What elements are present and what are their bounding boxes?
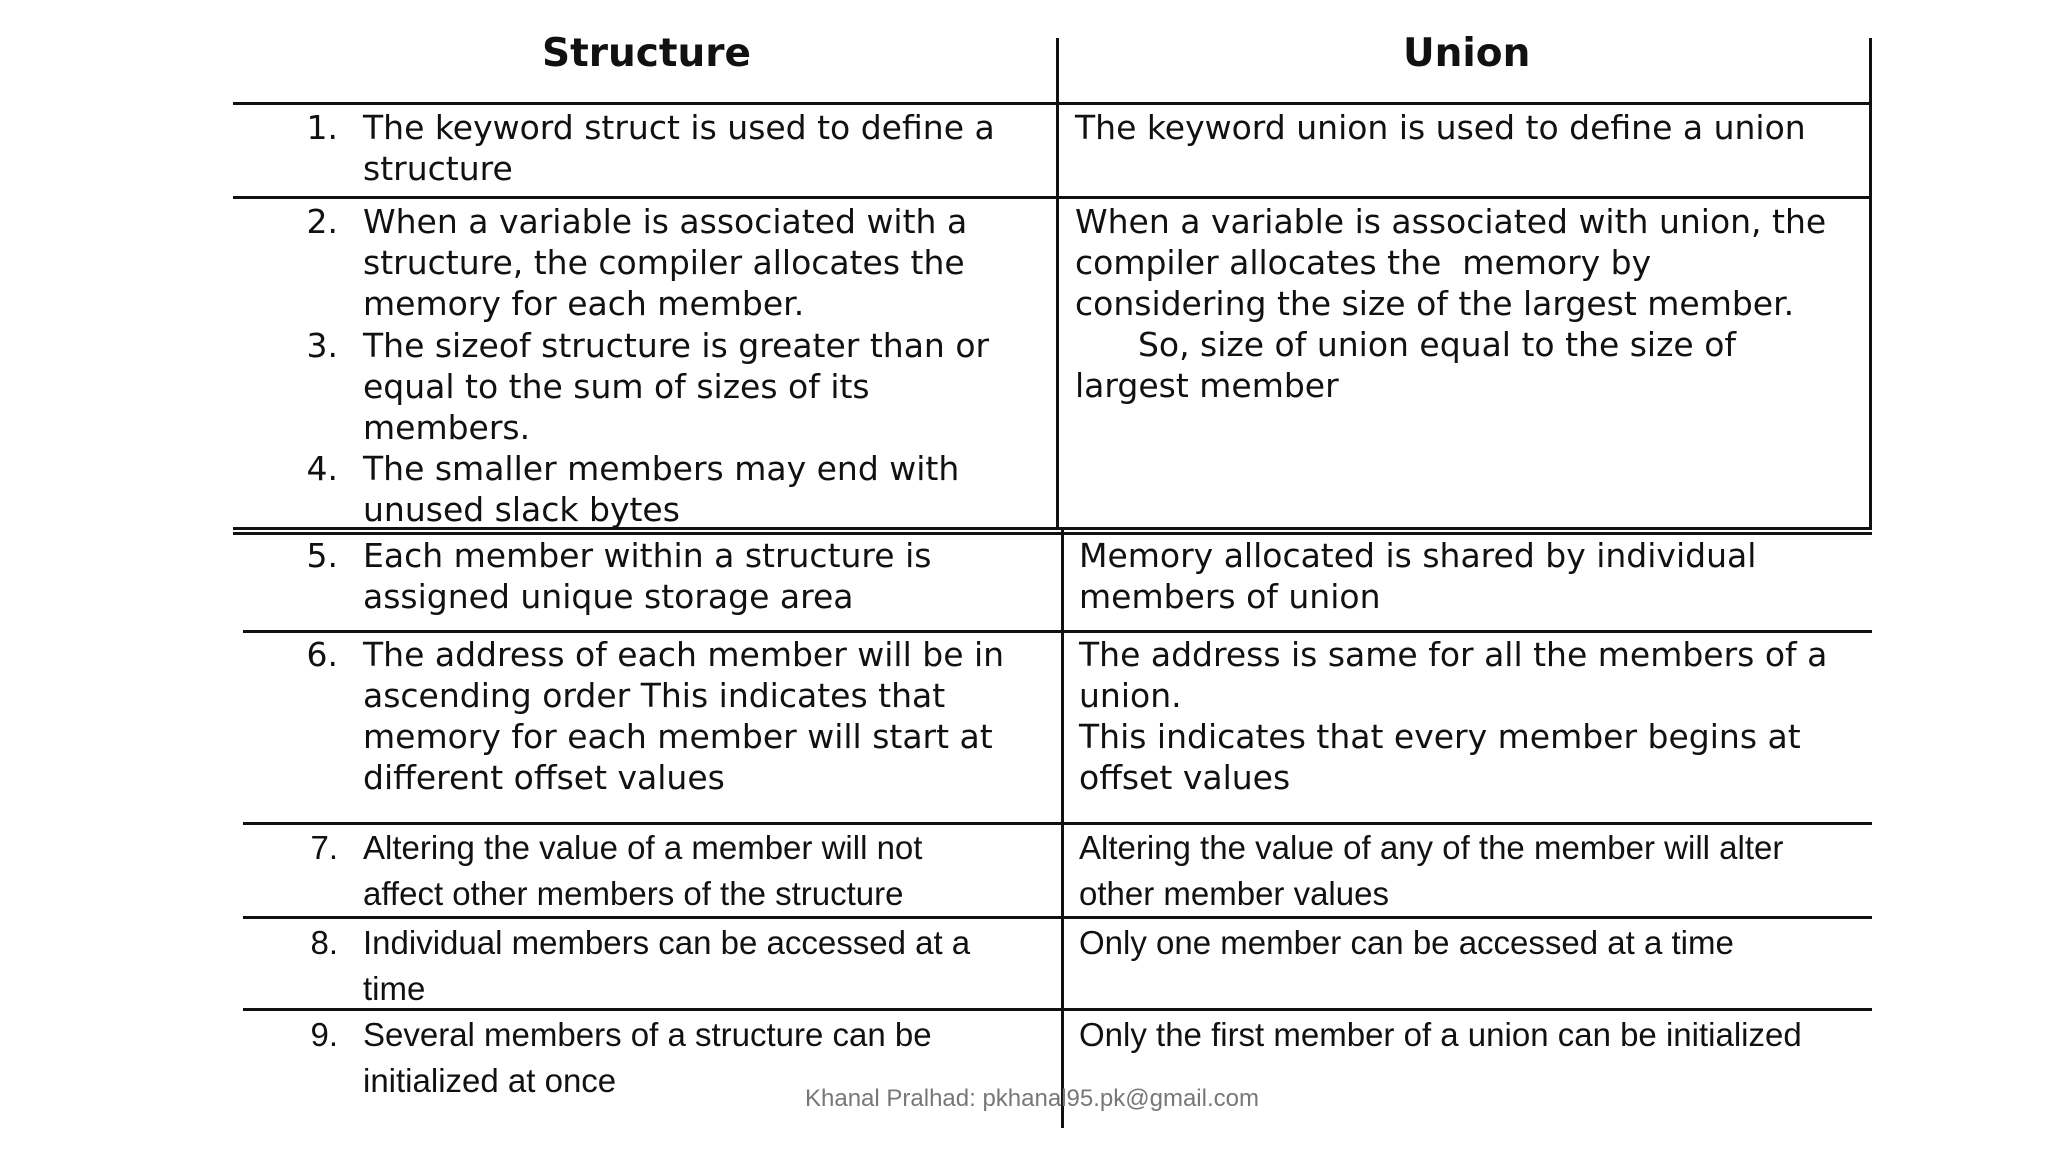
row-number: 5. — [306, 536, 338, 575]
row-number: 7. — [310, 829, 338, 866]
row-number: 3. — [306, 326, 338, 365]
union-cell: Only the first member of a union can be initialized — [1079, 1016, 1802, 1053]
row-number: 4. — [306, 449, 338, 488]
column-divider-bottom — [1061, 530, 1064, 1128]
union-cell: When a variable is associated with union, the compiler allocates the memory by considering the size of the largest member. So, size of union equal to the size of largest member — [1075, 202, 1827, 405]
row-number: 1. — [306, 108, 338, 147]
row-number: 8. — [310, 924, 338, 961]
column-header-union: Union — [1403, 31, 1531, 76]
row-rule-1 — [233, 196, 1872, 199]
union-cell: Memory allocated is shared by individual members of union — [1079, 536, 1757, 616]
header-rule — [233, 102, 1872, 105]
structure-cell: When a variable is associated with a structure, the compiler allocates the memory for each member. — [363, 202, 968, 323]
structure-cell: The smaller members may end with unused slack bytes — [363, 449, 960, 529]
union-cell: Altering the value of any of the member will alter other member values — [1079, 829, 1784, 912]
structure-cell: The address of each member will be in ascending order This indicates that memory for each member will start at different offset values — [363, 635, 1005, 797]
structure-cell: The sizeof structure is greater than or equal to the sum of sizes of its members. — [363, 326, 990, 447]
structure-cell: Several members of a structure can be initialized at once — [363, 1016, 932, 1099]
footer-credit: Khanal Pralhad: pkhanal95.pk@gmail.com — [805, 1085, 1259, 1112]
right-border-top — [1869, 38, 1872, 530]
union-cell: The address is same for all the members of a union. This indicates that every member begins at offset values — [1079, 635, 1828, 797]
structure-cell: Individual members can be accessed at a time — [363, 924, 971, 1007]
structure-cell: Altering the value of a member will not affect other members of the structure — [363, 829, 923, 912]
column-header-structure: Structure — [542, 31, 751, 76]
row-number: 9. — [310, 1016, 338, 1053]
structure-cell: Each member within a structure is assigned unique storage area — [363, 536, 932, 616]
column-divider-top — [1056, 38, 1059, 530]
row-rule-5 — [243, 630, 1872, 633]
structure-cell: The keyword struct is used to define a structure — [363, 108, 995, 188]
union-cell: Only one member can be accessed at a time — [1079, 924, 1734, 961]
row-number: 6. — [306, 635, 338, 674]
row-number: 2. — [306, 202, 338, 241]
union-cell: The keyword union is used to define a union — [1075, 108, 1806, 147]
